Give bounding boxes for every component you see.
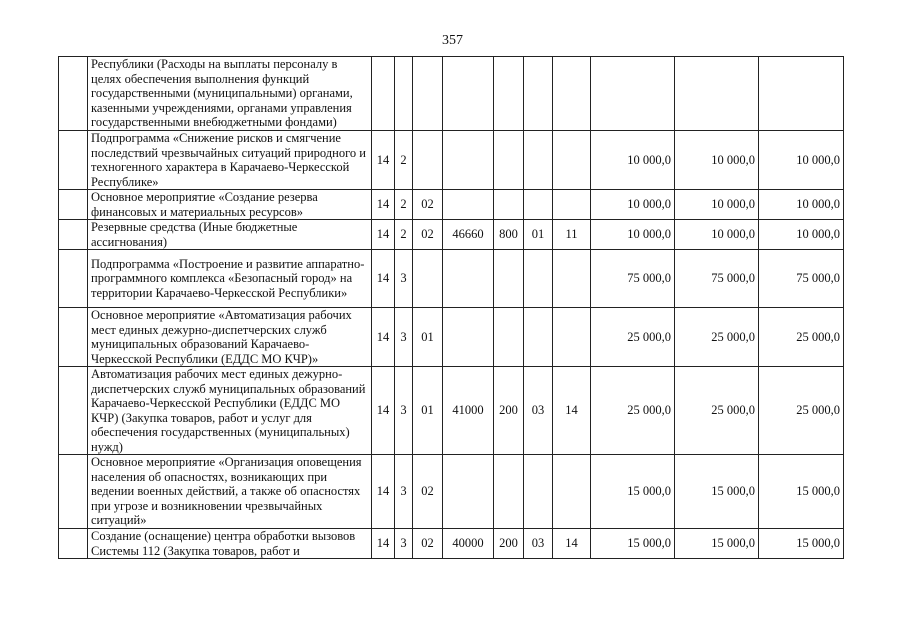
amount-year2-cell: 10 000,0 (675, 220, 759, 250)
subsection-cell (524, 190, 553, 220)
amount-year1-cell (591, 57, 675, 131)
program-code-cell: 2 (395, 220, 413, 250)
section-code-cell: 14 (372, 308, 395, 367)
direction-code-cell (443, 57, 494, 131)
row-marker-cell (59, 455, 88, 529)
section-code-cell (372, 57, 395, 131)
amount-year2-cell: 25 000,0 (675, 308, 759, 367)
activity-code-cell: 02 (413, 529, 443, 559)
table-row (59, 220, 844, 250)
table-row (59, 131, 844, 190)
table-row (59, 455, 844, 529)
activity-code-cell (413, 57, 443, 131)
amount-year2-cell: 75 000,0 (675, 250, 759, 308)
row-marker-cell (59, 308, 88, 367)
activity-code-cell: 02 (413, 190, 443, 220)
item-name-cell: Создание (оснащение) центра обработки вызовов Системы 112 (Закупка товаров, работ и (88, 529, 372, 559)
program-code-cell: 3 (395, 308, 413, 367)
amount-year1-cell: 10 000,0 (591, 131, 675, 190)
amount-year1-cell: 10 000,0 (591, 220, 675, 250)
section-code-cell: 14 (372, 455, 395, 529)
section-code-cell: 14 (372, 131, 395, 190)
activity-code-cell (413, 250, 443, 308)
section-code-cell: 14 (372, 190, 395, 220)
activity-code-cell: 02 (413, 455, 443, 529)
expense-type-cell: 200 (494, 367, 524, 455)
expense-type-cell (494, 308, 524, 367)
activity-code-cell: 01 (413, 367, 443, 455)
row-marker-cell (59, 529, 88, 559)
amount-year3-cell: 10 000,0 (759, 190, 844, 220)
amount-year2-cell: 25 000,0 (675, 367, 759, 455)
amount-year2-cell: 10 000,0 (675, 190, 759, 220)
amount-year1-cell: 25 000,0 (591, 308, 675, 367)
item-name-cell: Автоматизация рабочих мест единых дежурно-диспетчерских служб муниципальных образований Карачаево-Черкесской Республики (ЕДДС МО КЧР) (Закупка товаров, работ и услуг для обеспечения государственных (муниципальных) нужд) (88, 367, 372, 455)
subsection-cell: 03 (524, 529, 553, 559)
subsection-cell: 03 (524, 367, 553, 455)
row-marker-cell (59, 250, 88, 308)
item-name-cell: Основное мероприятие «Автоматизация рабочих мест единых дежурно-диспетчерских служб муниципальных образований Карачаево-Черкесской Республики (ЕДДС МО КЧР)» (88, 308, 372, 367)
amount-year3-cell: 10 000,0 (759, 220, 844, 250)
amount-year1-cell: 10 000,0 (591, 190, 675, 220)
amount-year3-cell: 25 000,0 (759, 308, 844, 367)
page-number: 357 (442, 33, 463, 48)
direction-code-cell (443, 131, 494, 190)
subsection-detail-cell (553, 250, 591, 308)
row-marker-cell (59, 367, 88, 455)
amount-year3-cell (759, 57, 844, 131)
section-code-cell: 14 (372, 367, 395, 455)
subsection-detail-cell (553, 57, 591, 131)
subsection-cell (524, 131, 553, 190)
expense-type-cell (494, 455, 524, 529)
table-row (59, 367, 844, 455)
amount-year2-cell (675, 57, 759, 131)
amount-year2-cell: 15 000,0 (675, 455, 759, 529)
table-row (59, 308, 844, 367)
subsection-cell (524, 250, 553, 308)
direction-code-cell: 40000 (443, 529, 494, 559)
budget-table (58, 56, 844, 559)
row-marker-cell (59, 190, 88, 220)
expense-type-cell: 200 (494, 529, 524, 559)
direction-code-cell (443, 190, 494, 220)
subsection-detail-cell: 14 (553, 529, 591, 559)
direction-code-cell (443, 455, 494, 529)
amount-year3-cell: 25 000,0 (759, 367, 844, 455)
subsection-cell (524, 57, 553, 131)
expense-type-cell: 800 (494, 220, 524, 250)
subsection-cell: 01 (524, 220, 553, 250)
program-code-cell: 3 (395, 455, 413, 529)
subsection-detail-cell (553, 190, 591, 220)
section-code-cell: 14 (372, 250, 395, 308)
amount-year1-cell: 75 000,0 (591, 250, 675, 308)
row-marker-cell (59, 57, 88, 131)
item-name-cell: Подпрограмма «Построение и развитие аппаратно-программного комплекса «Безопасный город» на территории Карачаево-Черкесской Республики» (88, 250, 372, 308)
direction-code-cell (443, 308, 494, 367)
item-name-cell: Основное мероприятие «Организация оповещения населения об опасностях, возникающих при ведении военных действий, а также об опасностях при угрозе и возникновении чрезвычайных ситуаций» (88, 455, 372, 529)
subsection-detail-cell (553, 131, 591, 190)
expense-type-cell (494, 131, 524, 190)
subsection-cell (524, 455, 553, 529)
amount-year3-cell: 15 000,0 (759, 529, 844, 559)
section-code-cell: 14 (372, 220, 395, 250)
program-code-cell (395, 57, 413, 131)
item-name-cell: Основное мероприятие «Создание резерва финансовых и материальных ресурсов» (88, 190, 372, 220)
activity-code-cell (413, 131, 443, 190)
table-row (59, 250, 844, 308)
activity-code-cell: 02 (413, 220, 443, 250)
activity-code-cell: 01 (413, 308, 443, 367)
amount-year3-cell: 15 000,0 (759, 455, 844, 529)
amount-year2-cell: 10 000,0 (675, 131, 759, 190)
table-body (59, 57, 844, 559)
table-row (59, 529, 844, 559)
item-name-cell: Резервные средства (Иные бюджетные ассигнования) (88, 220, 372, 250)
amount-year3-cell: 75 000,0 (759, 250, 844, 308)
subsection-detail-cell (553, 455, 591, 529)
direction-code-cell: 41000 (443, 367, 494, 455)
item-name-cell: Подпрограмма «Снижение рисков и смягчение последствий чрезвычайных ситуаций природного и техногенного характера в Карачаево-Черкесской Республике» (88, 131, 372, 190)
table-row (59, 190, 844, 220)
table-row (59, 57, 844, 131)
amount-year1-cell: 25 000,0 (591, 367, 675, 455)
amount-year3-cell: 10 000,0 (759, 131, 844, 190)
program-code-cell: 3 (395, 529, 413, 559)
subsection-detail-cell: 11 (553, 220, 591, 250)
program-code-cell: 3 (395, 250, 413, 308)
subsection-cell (524, 308, 553, 367)
section-code-cell: 14 (372, 529, 395, 559)
direction-code-cell (443, 250, 494, 308)
expense-type-cell (494, 190, 524, 220)
row-marker-cell (59, 131, 88, 190)
program-code-cell: 3 (395, 367, 413, 455)
direction-code-cell: 46660 (443, 220, 494, 250)
subsection-detail-cell: 14 (553, 367, 591, 455)
expense-type-cell (494, 57, 524, 131)
item-name-cell: Республики (Расходы на выплаты персоналу в целях обеспечения выполнения функций государственными (муниципальными) органами, казенными учреждениями, органами управления государственными внебюджетными фондами) (88, 57, 372, 131)
program-code-cell: 2 (395, 131, 413, 190)
program-code-cell: 2 (395, 190, 413, 220)
subsection-detail-cell (553, 308, 591, 367)
amount-year1-cell: 15 000,0 (591, 455, 675, 529)
amount-year2-cell: 15 000,0 (675, 529, 759, 559)
expense-type-cell (494, 250, 524, 308)
amount-year1-cell: 15 000,0 (591, 529, 675, 559)
row-marker-cell (59, 220, 88, 250)
